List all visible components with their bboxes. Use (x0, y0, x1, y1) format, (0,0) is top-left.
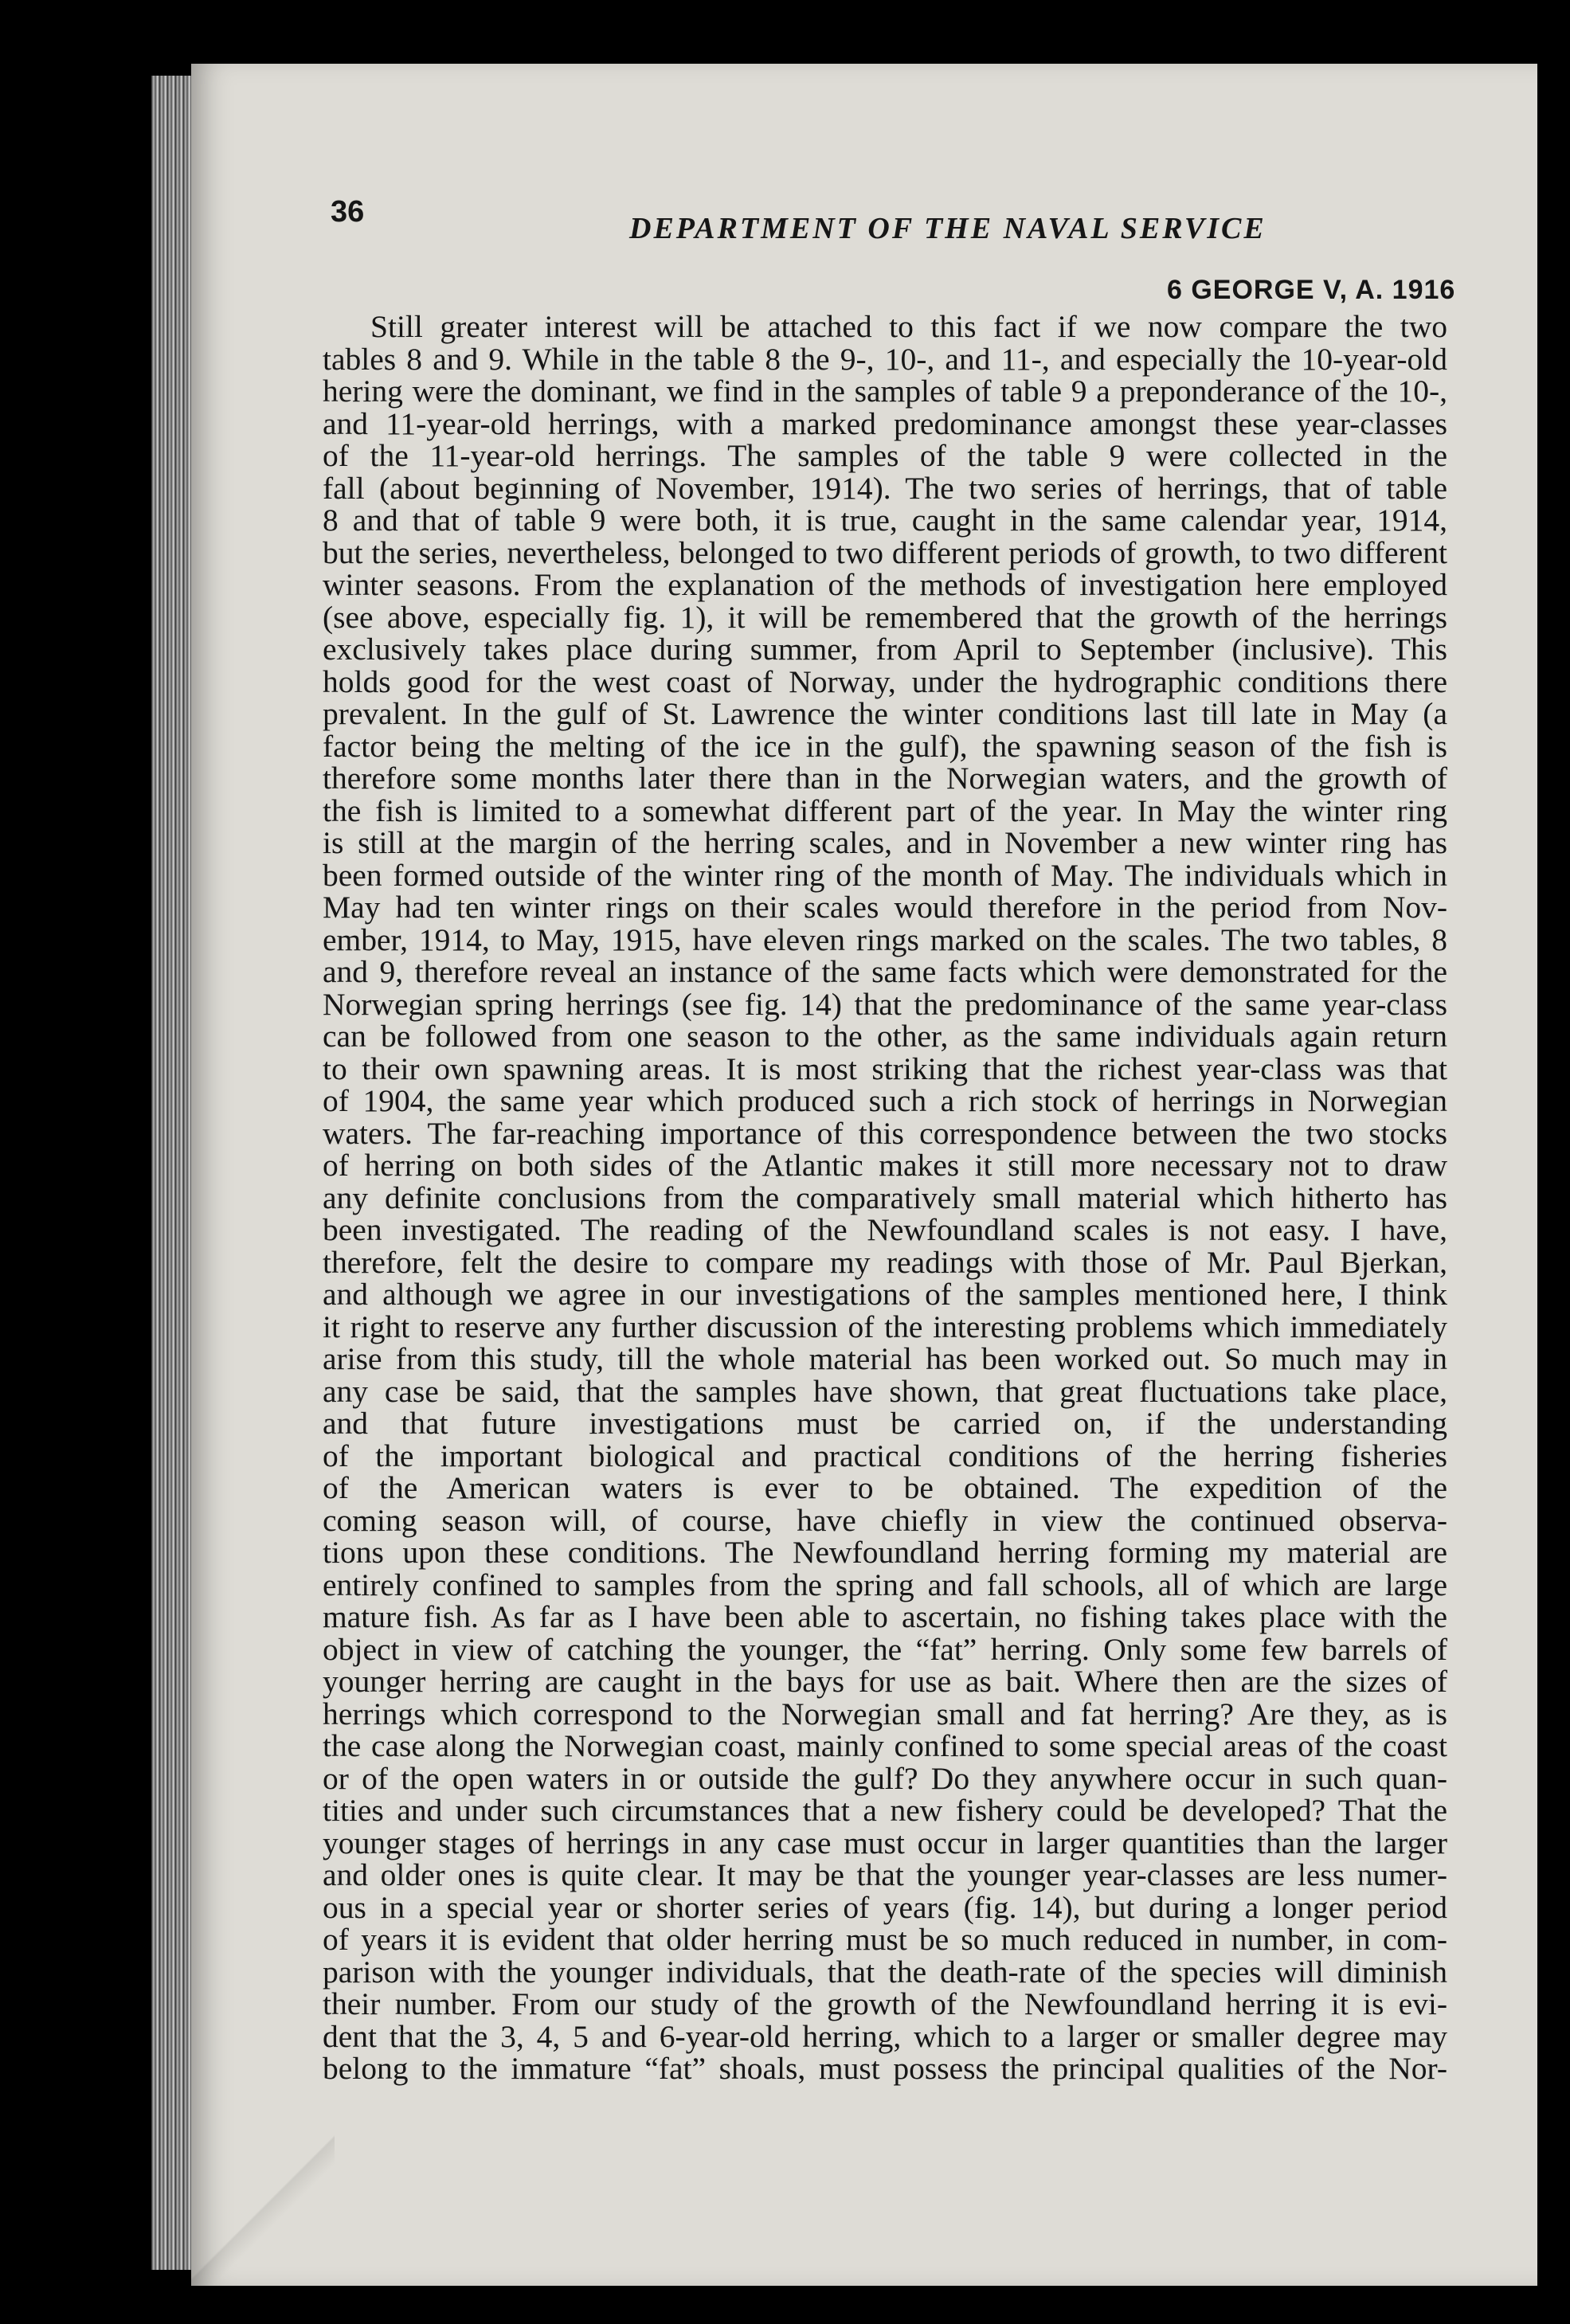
text-line: fall (about beginning of November, 1914). The two series of herrings, that of table (323, 470, 1447, 506)
text-line: can be followed from one season to the other, as the same individuals again return (323, 1019, 1447, 1054)
page-corner-curl (191, 2126, 335, 2286)
text-line: been investigated. The reading of the Newfoundland scales is not easy. I have, (323, 1212, 1447, 1247)
text-line: their number. From our study of the growth of the Newfoundland herring it is evi- (323, 1986, 1447, 2021)
text-line: but the series, nevertheless, belonged to two different periods of growth, to two different (323, 534, 1447, 570)
text-line: holds good for the west coast of Norway, under the hydrographic conditions there (323, 663, 1447, 699)
text-line: tables 8 and 9. While in the table 8 the 9-, 10-, and 11-, and especially the 10-year-old (323, 341, 1447, 377)
text-line: younger stages of herrings in any case must occur in larger quantities than the larger (323, 1825, 1447, 1860)
text-line: therefore, felt the desire to compare my readings with those of Mr. Paul Bjerkan, (323, 1244, 1447, 1280)
book-page (191, 64, 1537, 2286)
running-head: DEPARTMENT OF THE NAVAL SERVICE (629, 212, 1267, 245)
text-line: 8 and that of table 9 were both, it is true, caught in the same calendar year, 1914, (323, 503, 1447, 538)
text-line: coming season will, of course, have chiefly in view the continued observa- (323, 1502, 1447, 1538)
text-line: May had ten winter rings on their scales would therefore in the period from Nov- (323, 890, 1447, 925)
text-line: (see above, especially fig. 1), it will be remembered that the growth of the herrings (323, 599, 1447, 635)
text-line: waters. The far-reaching importance of this correspondence between the two stocks (323, 1115, 1447, 1151)
text-line: or of the open waters in or outside the gulf? Do they anywhere occur in such quan- (323, 1760, 1447, 1796)
text-line: and although we agree in our investigations of the samples mentioned here, I think (323, 1277, 1447, 1312)
text-line: tions upon these conditions. The Newfoundland herring forming my material are (323, 1535, 1447, 1570)
text-line: winter seasons. From the explanation of the methods of investigation here employed (323, 567, 1447, 602)
body-text (323, 311, 1447, 2085)
text-line: arise from this study, till the whole material has been worked out. So much may in (323, 1341, 1447, 1376)
text-line: herrings which correspond to the Norwegian small and fat herring? Are they, as is (323, 1696, 1447, 1731)
page-number: 36 (331, 195, 365, 229)
text-line: hering were the dominant, we find in the samples of table 9 a preponderance of the 10-, (323, 374, 1447, 409)
text-line: younger herring are caught in the bays for use as bait. Where then are the sizes of (323, 1664, 1447, 1699)
text-line: dent that the 3, 4, 5 and 6-year-old herring, which to a larger or smaller degree may (323, 2018, 1447, 2054)
text-line: exclusively takes place during summer, from April to September (inclusive). This (323, 632, 1447, 667)
text-line: Norwegian spring herrings (see fig. 14) that the predominance of the same year-class (323, 986, 1447, 1022)
text-line: is still at the margin of the herring scales, and in November a new winter ring has (323, 825, 1447, 860)
text-line: factor being the melting of the ice in the gulf), the spawning season of the fish is (323, 728, 1447, 764)
text-line: been formed outside of the winter ring of the month of May. The individuals which in (323, 857, 1447, 893)
text-line: and that future investigations must be carried on, if the understanding (323, 1406, 1447, 1441)
text-line: Still greater interest will be attached to this fact if we now compare the two (370, 309, 1447, 344)
text-line: of years it is evident that older herring must be so much reduced in number, in com- (323, 1922, 1447, 1957)
text-line: ous in a special year or shorter series of years (fig. 14), but during a longer period (323, 1889, 1447, 1925)
text-line: any definite conclusions from the comparatively small material which hitherto has (323, 1180, 1447, 1215)
text-line: object in view of catching the younger, the “fat” herring. Only some few barrels of (323, 1631, 1447, 1667)
text-line: tities and under such circumstances that a new fishery could be developed? That the (323, 1793, 1447, 1828)
text-line: therefore some months later there than in the Norwegian waters, and the growth of (323, 761, 1447, 796)
text-line: entirely confined to samples from the spring and fall schools, all of which are large (323, 1567, 1447, 1602)
text-line: to their own spawning areas. It is most striking that the richest year-class was that (323, 1050, 1447, 1086)
text-line: and 11-year-old herrings, with a marked predominance amongst these year-classes (323, 405, 1447, 441)
text-line: the fish is limited to a somewhat different part of the year. In May the winter ring (323, 792, 1447, 828)
text-line: any case be said, that the samples have shown, that great fluctuations take place, (323, 1373, 1447, 1409)
text-line: of herring on both sides of the Atlantic makes it still more necessary not to draw (323, 1148, 1447, 1183)
text-line: and older ones is quite clear. It may be that the younger year-classes are less numer- (323, 1857, 1447, 1892)
text-line: mature fish. As far as I have been able to ascertain, no fishing takes place with the (323, 1599, 1447, 1634)
text-line: prevalent. In the gulf of St. Lawrence the winter conditions last till late in May (a (323, 696, 1447, 731)
text-line: it right to reserve any further discussion of the interesting problems which immediately (323, 1309, 1447, 1344)
text-line: of 1904, the same year which produced such a rich stock of herrings in Norwegian (323, 1083, 1447, 1118)
text-line: the case along the Norwegian coast, mainly confined to some special areas of the coast (323, 1728, 1447, 1763)
text-line: of the important biological and practical conditions of the herring fisheries (323, 1438, 1447, 1473)
text-line: and 9, therefore reveal an instance of the same facts which were demonstrated for the (323, 954, 1447, 989)
text-line: of the 11-year-old herrings. The samples of the table 9 were collected in the (323, 438, 1447, 473)
session-label: 6 GEORGE V, A. 1916 (1167, 275, 1456, 305)
text-line: of the American waters is ever to be obtained. The expedition of the (323, 1470, 1447, 1505)
text-line: ember, 1914, to May, 1915, have eleven rings marked on the scales. The two tables, 8 (323, 921, 1447, 957)
text-line: parison with the younger individuals, that the death-rate of the species will diminish (323, 1954, 1447, 1989)
text-line: belong to the immature “fat” shoals, must possess the principal qualities of the Nor- (323, 2051, 1447, 2086)
